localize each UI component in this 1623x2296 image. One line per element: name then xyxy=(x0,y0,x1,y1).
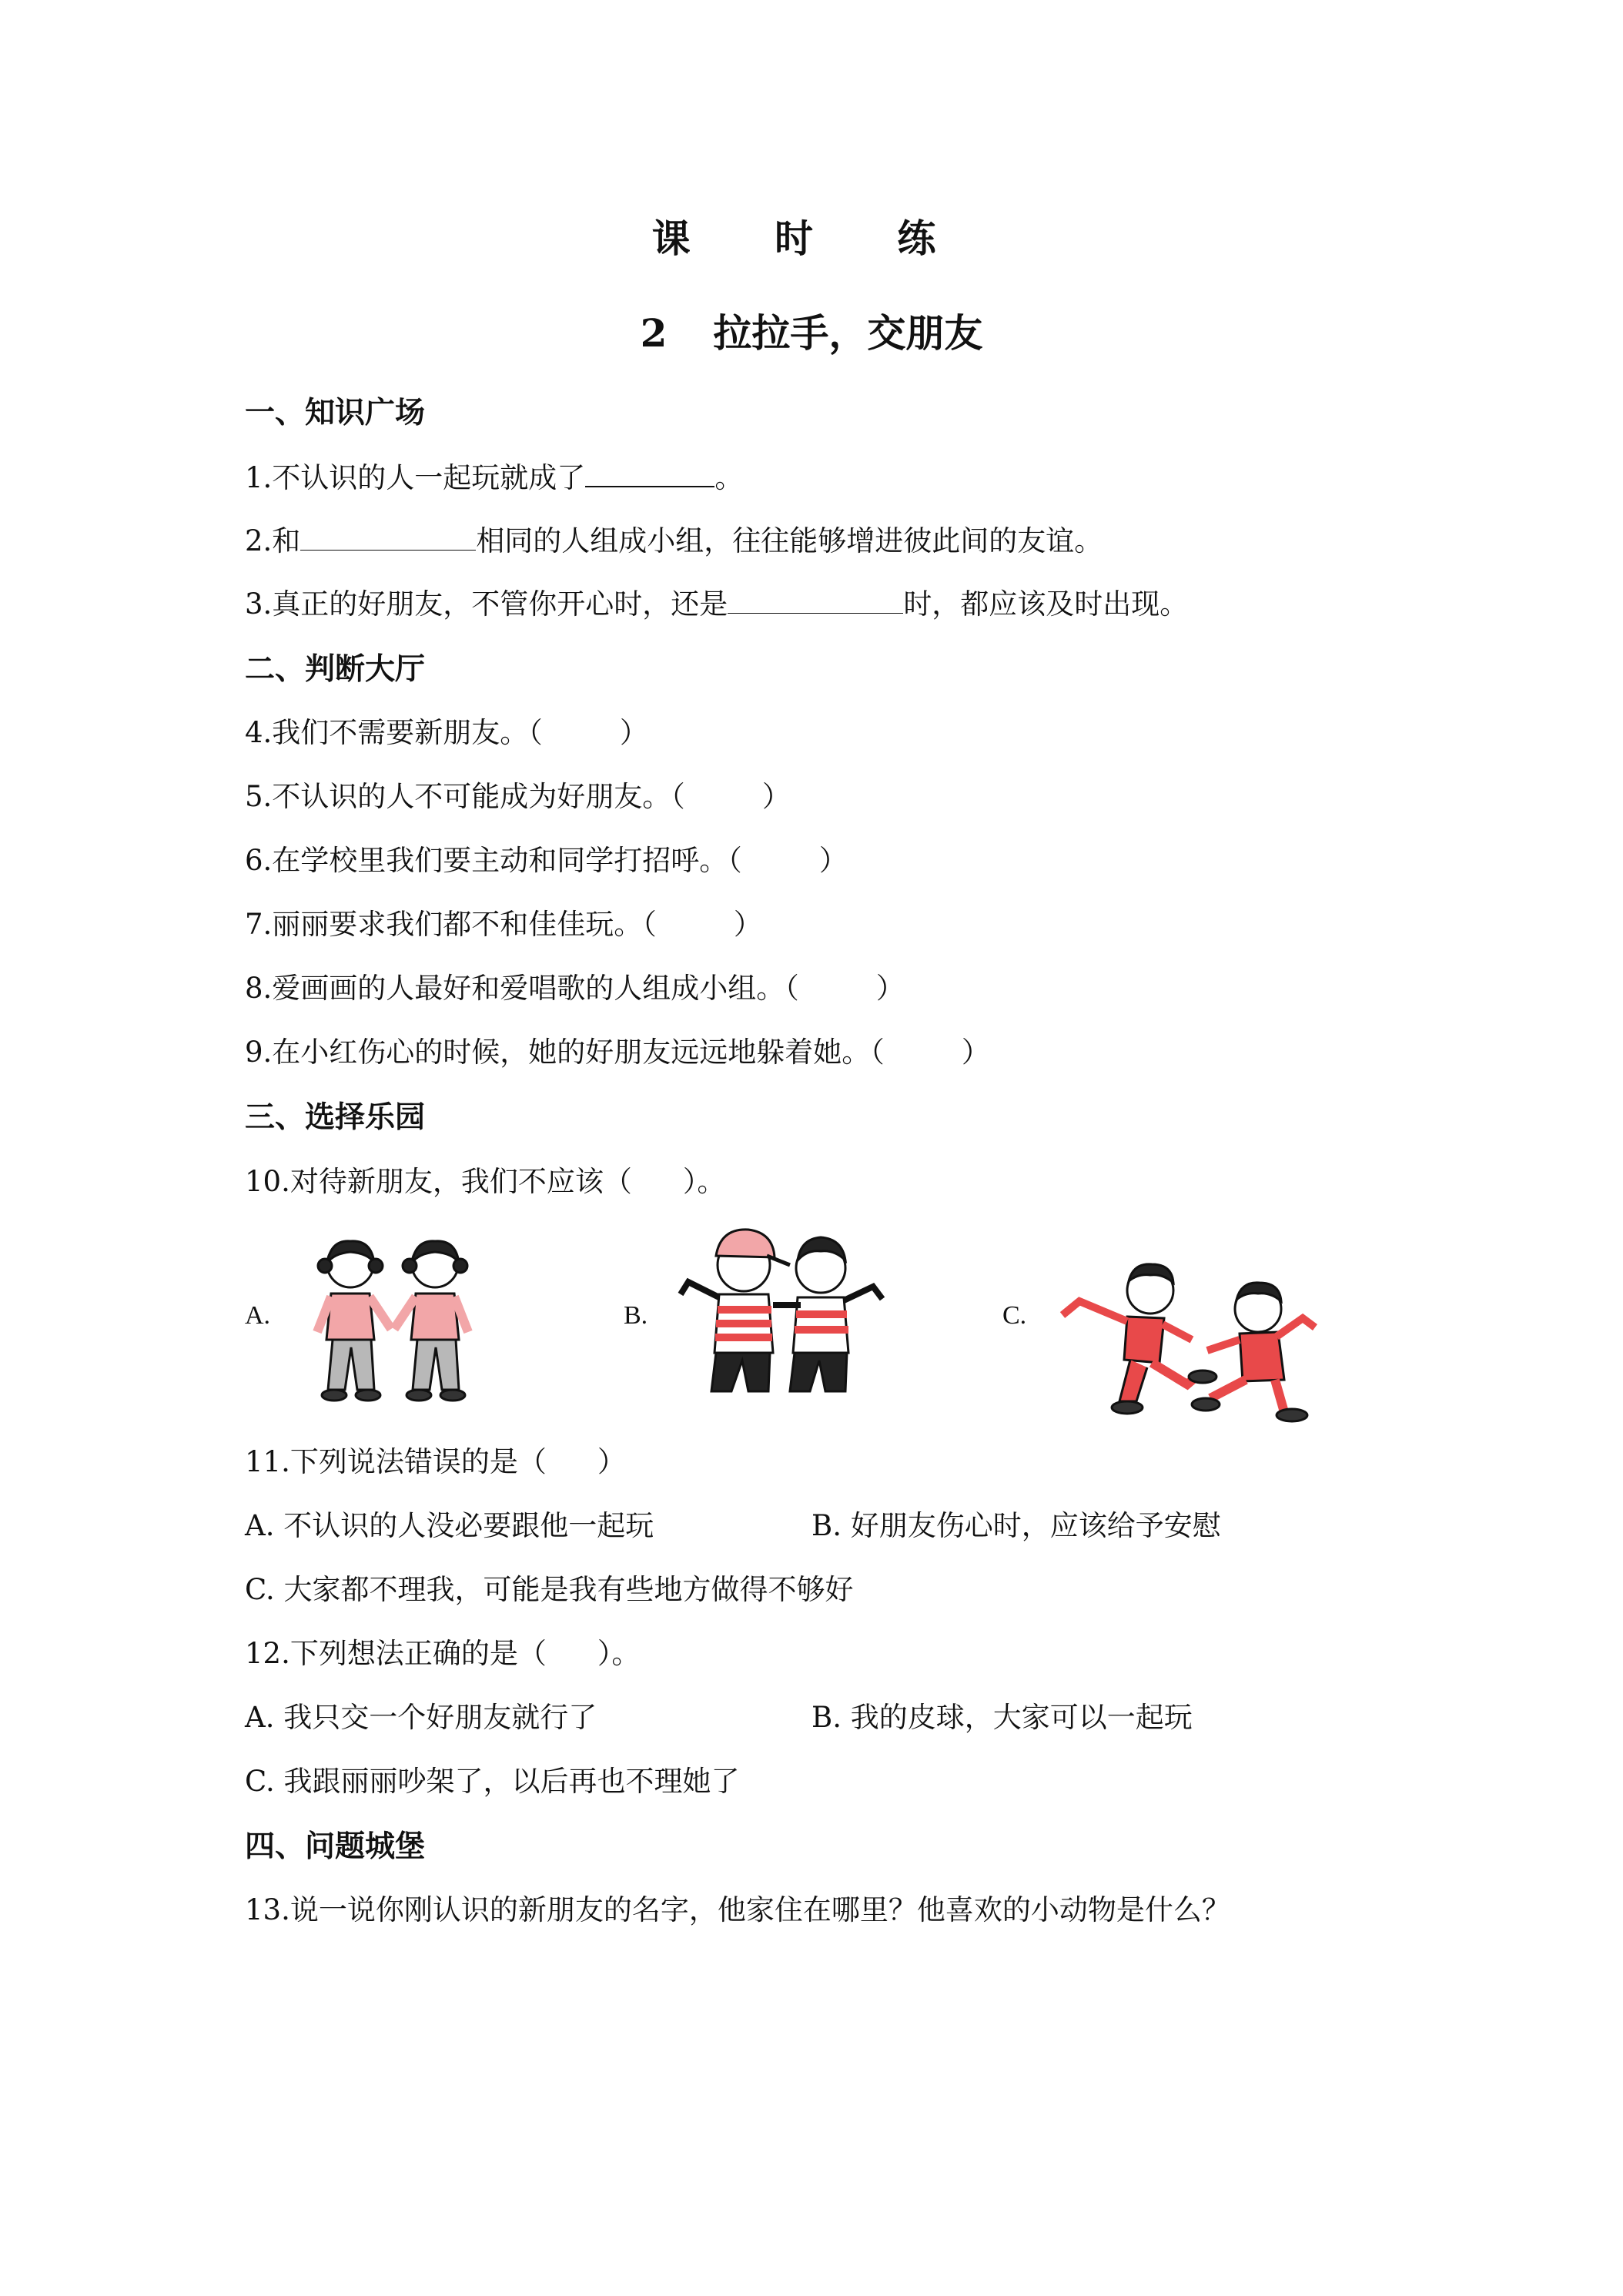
question-3: 3.真正的好朋友，不管你开心时，还是 时，都应该及时出现。 xyxy=(245,587,1189,621)
q11-option-b[interactable]: B. 好朋友伤心时，应该给予安慰 xyxy=(812,1509,1221,1542)
girls-holding-hands-illustration[interactable] xyxy=(300,1232,485,1409)
question-8: 8.爱画画的人最好和爱唱歌的人组成小组。（ ） xyxy=(245,972,905,1005)
question-1: 1.不认识的人一起玩就成了 。 xyxy=(245,461,744,494)
question-13: 13.说一说你刚认识的新朋友的名字，他家住在哪里？他喜欢的小动物是什么？ xyxy=(245,1893,1230,1926)
question-6: 6.在学校里我们要主动和同学打招呼。（ ） xyxy=(245,844,848,877)
q11-option-c[interactable]: C. 大家都不理我，可能是我有些地方做得不够好 xyxy=(245,1573,854,1606)
section-heading-2: 二、判断大厅 xyxy=(245,651,426,687)
q12-option-b[interactable]: B. 我的皮球，大家可以一起玩 xyxy=(812,1701,1193,1734)
question-9: 9.在小红伤心的时候，她的好朋友远远地躲着她。（ ） xyxy=(245,1036,990,1069)
boys-arm-in-arm-illustration[interactable] xyxy=(674,1220,890,1405)
option-a-label[interactable]: A. xyxy=(245,1301,271,1330)
answer-blank[interactable] xyxy=(300,524,476,551)
question-12: 12.下列想法正确的是（ ）。 xyxy=(245,1637,641,1670)
section-heading-1: 一、知识广场 xyxy=(245,395,426,430)
question-10: 10.对待新朋友，我们不应该（ ）。 xyxy=(245,1165,726,1198)
option-c-label[interactable]: C. xyxy=(1002,1301,1027,1330)
section-heading-4: 四、问题城堡 xyxy=(245,1829,426,1864)
option-b-label[interactable]: B. xyxy=(624,1301,648,1330)
question-7: 7.丽丽要求我们都不和佳佳玩。（ ） xyxy=(245,908,762,941)
question-11: 11.下列说法错误的是（ ） xyxy=(245,1445,626,1478)
worksheet-title: 课 时 练 xyxy=(651,216,972,261)
section-heading-3: 三、选择乐园 xyxy=(245,1099,426,1135)
lesson-title xyxy=(0,303,1623,358)
question-4: 4.我们不需要新朋友。（ ） xyxy=(245,716,648,749)
answer-blank[interactable] xyxy=(728,587,903,614)
boys-fighting-illustration[interactable] xyxy=(1056,1247,1318,1424)
q11-option-a[interactable]: A. 不认识的人没必要跟他一起玩 xyxy=(245,1509,654,1542)
lesson-name: 拉拉手，交朋友 xyxy=(713,310,983,356)
question-2: 2.和 相同的人组成小组，往往能够增进彼此间的友谊。 xyxy=(245,524,1103,557)
answer-blank[interactable] xyxy=(585,460,714,487)
lesson-number: 2 xyxy=(640,310,668,356)
question-5: 5.不认识的人不可能成为好朋友。（ ） xyxy=(245,780,791,813)
q12-option-a[interactable]: A. 我只交一个好朋友就行了 xyxy=(245,1701,597,1734)
q12-option-c[interactable]: C. 我跟丽丽吵架了，以后再也不理她了 xyxy=(245,1765,740,1798)
